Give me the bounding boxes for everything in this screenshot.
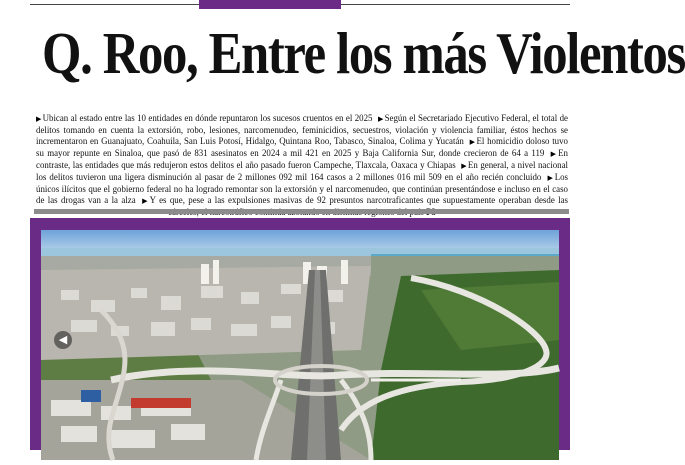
summary-item: Los únicos ilícitos que el gobierno federal no ha logrado remontar son la extorsión y el narcomenudeo, que continúan presentándose e incluso en el caso de las drogas van a la alza [36,172,569,205]
summary-item: En contraste, las entidades que más redujeron estos delitos el año pasado fueron Campeche, Tlaxcala, Oaxaca y Chiapas [36,148,568,170]
bullet-arrow-icon: ▶ [461,162,467,170]
bullet-arrow-icon: ▶ [547,174,554,182]
summary-item: Ubican al estado entre las 10 entidades en dónde repuntaron los sucesos cruentos en el 2025 [42,113,373,123]
summary-item: Y es que, pese a las expulsiones masivas de 92 presuntos narcotraficantes que supuestamente operaban desde las [149,195,568,205]
aerial-city-photo [41,230,559,460]
bullet-arrow-icon: ▶ [142,197,149,205]
section-divider [34,209,569,214]
section-tab [199,0,341,9]
chevron-left-icon[interactable]: ◀ [54,331,72,349]
bullet-arrow-icon: ▶ [36,115,42,123]
photo-frame [30,218,570,450]
bullet-arrow-icon: ▶ [377,115,384,123]
summary-item: El homicidio doloso tuvo su mayor repunte en Sinaloa, que pasó de 831 asesinatos en 2024 a mil 421 en 2025 y Baja California Sur, donde crecieron de 64 a 119 [36,136,568,158]
summary-item: En general, a nivel nacional los delitos tuvieron una ligera disminución al pasar de 2 millones 092 mil 164 casos a 2 millones 016 mil 509 en el año recién concluido [36,160,569,182]
summary-text [36,113,568,218]
bullet-arrow-icon: ▶ [550,150,558,158]
headline: Q. Roo, Entre los más Violentos [42,20,685,86]
summary-item: Según el Secretariado Ejecutivo Federal, el total de delitos tomando en cuenta la extorsión, robo, lesiones, narcomenudeo, feminicidios, secuestros, violación y violencia familiar, éstos hechos se incrementaron en Guanajuato, Coahuila, San Luis Potosí, Hidalgo, Quintana Roo, Tabasco, Sinaloa, Colima y Yucatán [36,113,568,146]
bullet-arrow-icon: ▶ [469,138,476,146]
